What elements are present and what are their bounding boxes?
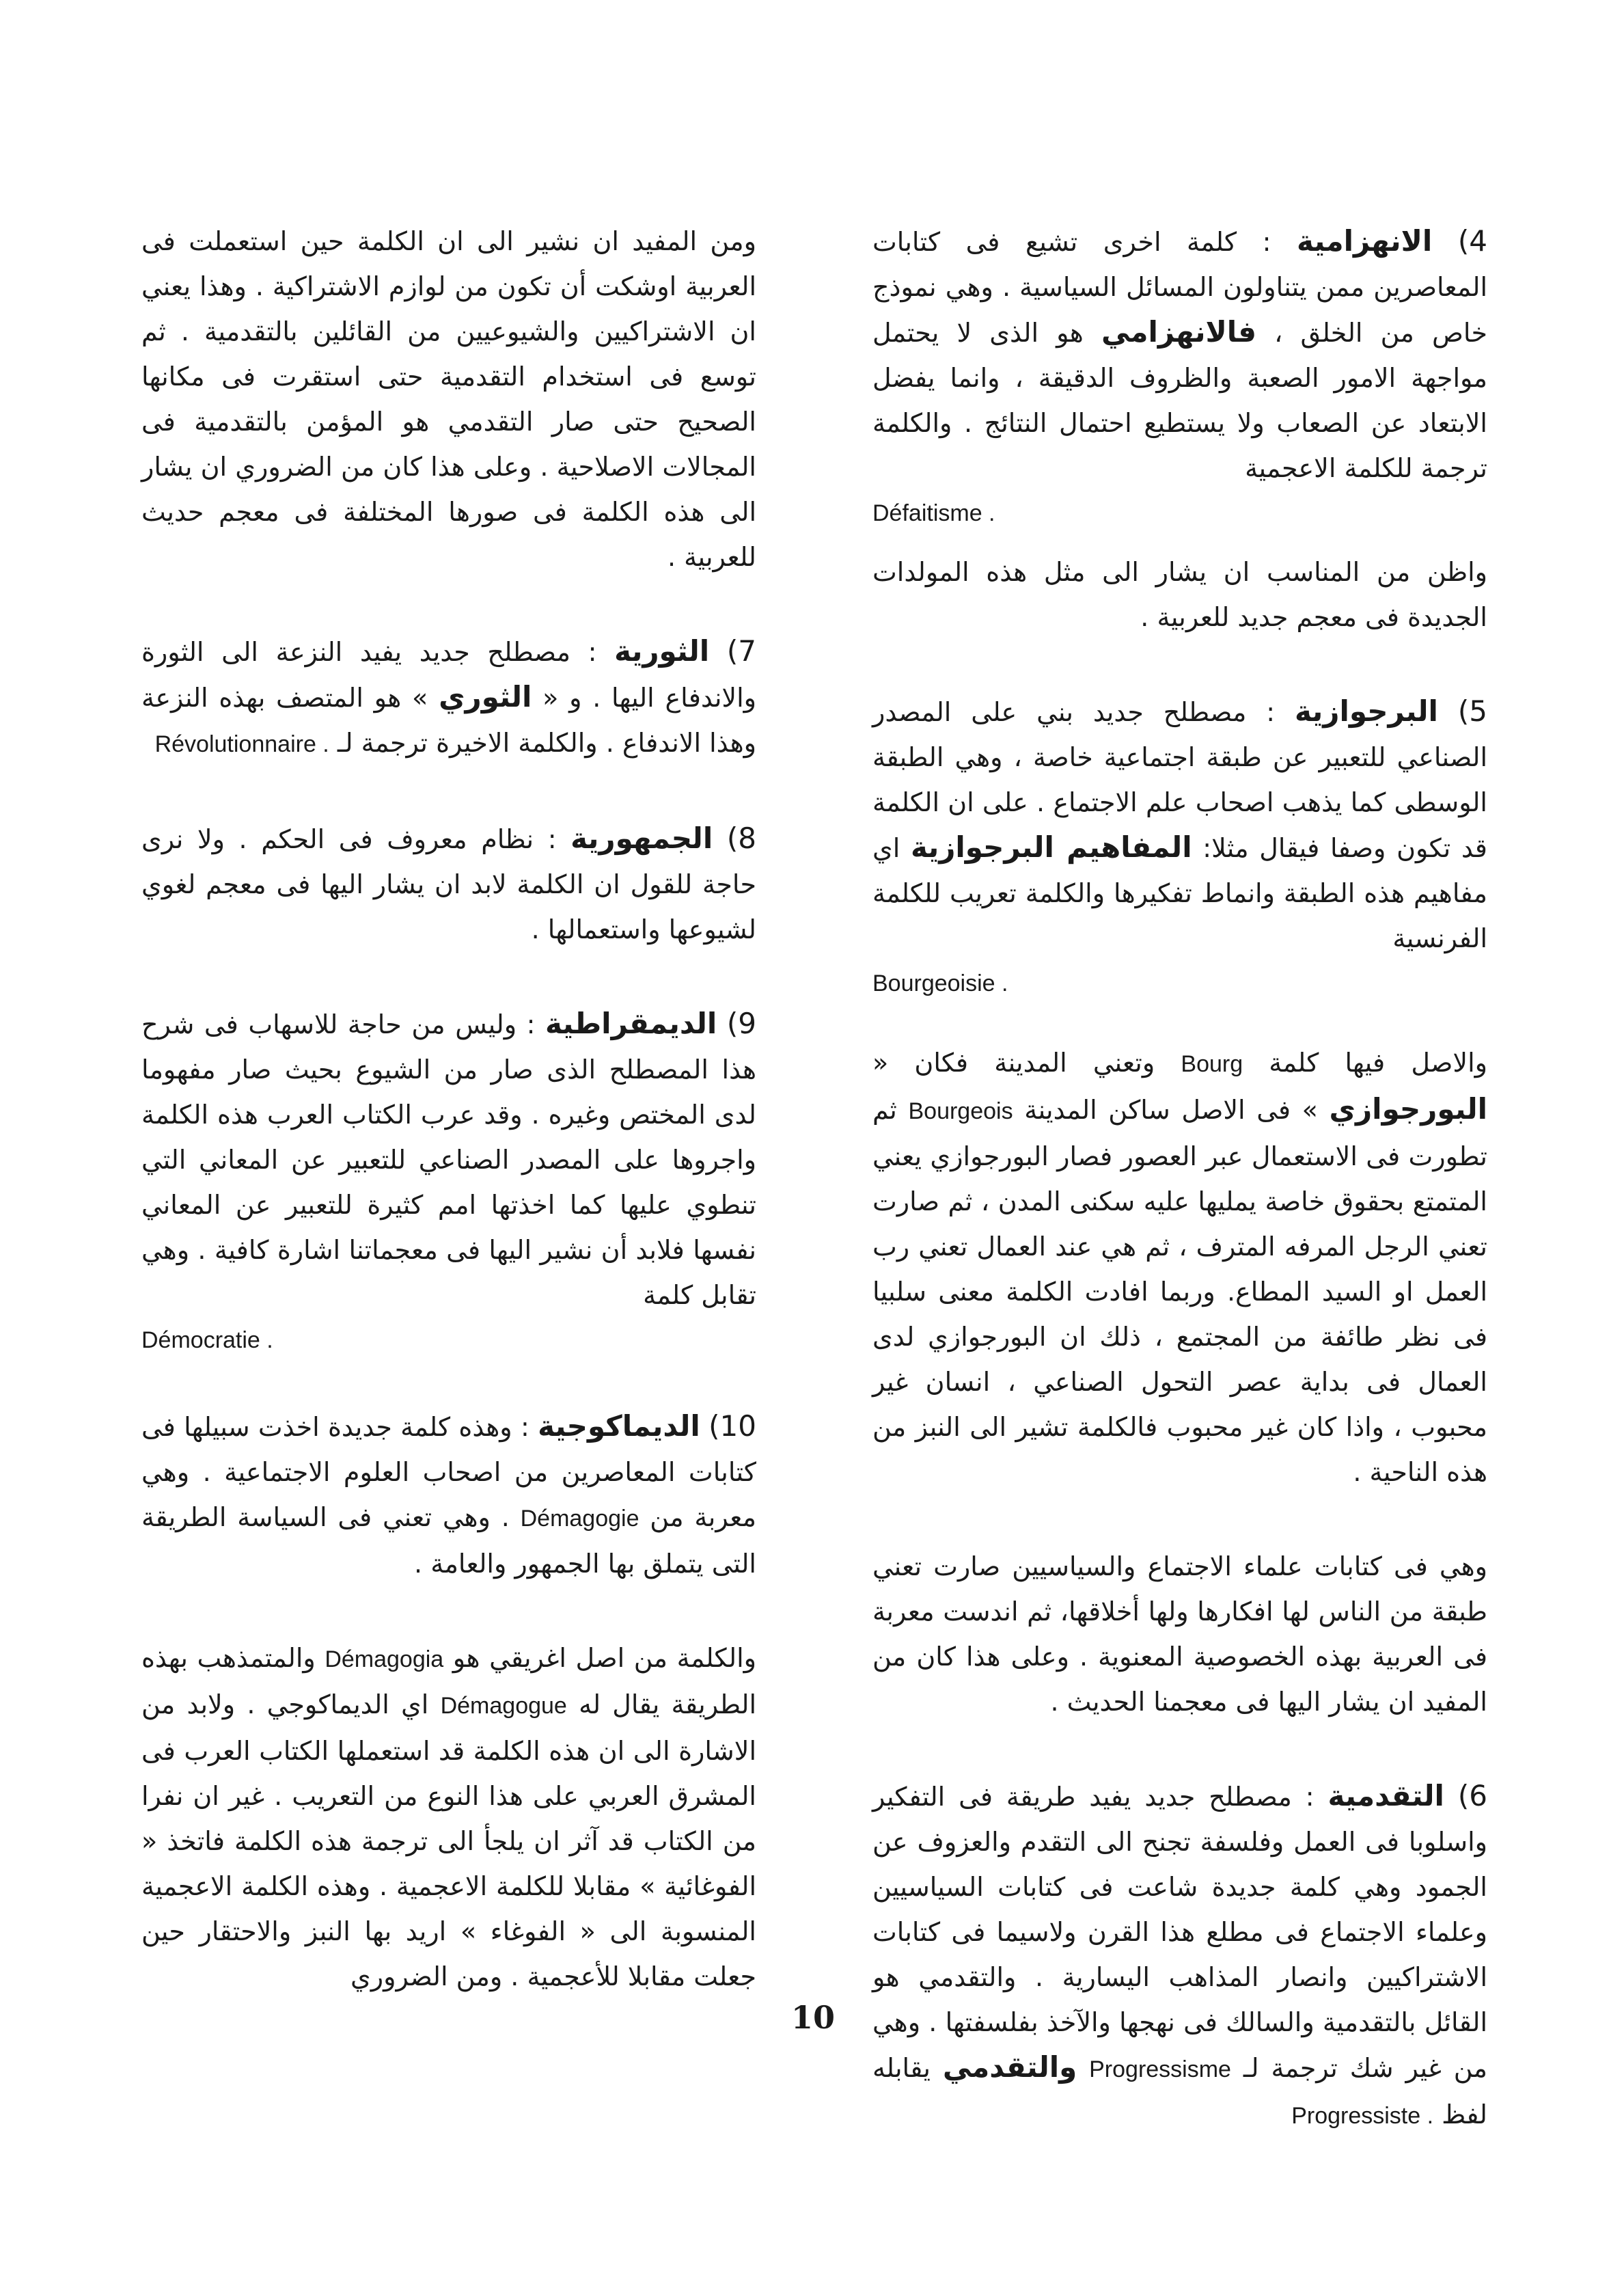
entry-number: 5): [1457, 694, 1487, 728]
paragraph-text: يقابله لفظ: [872, 2053, 1487, 2130]
right-column: [872, 219, 1487, 2188]
latin-term-line: [872, 491, 1487, 536]
latin-term: Démagogue: [440, 1693, 567, 1719]
paragraph-text: والكلمة من اصل اغريقي هو: [443, 1643, 756, 1673]
paragraph-sociologists: [872, 1544, 1487, 1724]
paragraph-progressive-usage: [141, 219, 756, 580]
latin-term: Démagogie: [520, 1506, 639, 1532]
entry-number: 9): [726, 1007, 756, 1040]
paragraph-text: » فى الاصل ساكن المدينة: [1013, 1095, 1330, 1125]
entry-number: 4): [1457, 224, 1487, 258]
paragraph-text: وتعني المدينة فكان «: [872, 1048, 1181, 1078]
entry-term: التقدمية: [1327, 1779, 1444, 1812]
latin-term: Bourgeoisie .: [872, 970, 1008, 996]
entry-term: الديمقراطية: [545, 1007, 717, 1040]
paragraph-text: : مصطلح جديد بني على المصدر الصناعي للتعبير عن طبقة اجتماعية خاصة ، وهي الطبقة الوسطى كما يذهب اصحاب علم الاجتماع . على ان الكلمة قد تكون وصفا فيقال مثلا:: [872, 697, 1487, 863]
entry-number: 7): [726, 634, 756, 668]
paragraph-text: ثم تطورت فى الاستعمال عبر العصور فصار البورجوازي يعني المتمتع بحقوق خاصة يمليها عليه سكنى المدن ، ثم صارت تعني الرجل المرفه المترف ، ثم هي عند العمال تعني رب العمل او السيد المطاع. وربما افادت الكلمة معنى سلبيا فى نظر طائفة من المجتمع ، ذلك ان البورجوازي لدى العمال فى بداية عصر التحول الصناعي ، انسان غير محبوب ، واذا كان غير محبوب فالكلمة تشير الى النبز من هذه الناحية .: [872, 1095, 1487, 1487]
paragraph-text: هو الذى لا يحتمل مواجهة الامور الصعبة والظروف الدقيقة ، وانما يفضل الابتعاد عن الصعاب ولا يستطيع احتمال النتائج . والكلمة ترجمة للكلمة الاعجمية: [872, 318, 1487, 483]
latin-term: Révolutionnaire .: [154, 731, 329, 757]
latin-term: Bourg: [1181, 1051, 1243, 1077]
latin-term: Progressiste .: [1291, 2103, 1434, 2129]
paragraph-text: اي الديماكوجي . ولابد من الاشارة الى ان هذه الكلمة قد استعملها الكتاب العرب فى المشرق العربي على هذا النوع من التعريب . غير ان نفرا من الكتاب قد آثر ان يلجأ الى ترجمة هذه الكلمة فاتخذ « الفوغائية » مقابلا للكلمة الاعجمية . وهذه الكلمة الاعجمية المنسوبة الى « الفوغاء » اريد بها النبز والاحتقار حين جعلت مقابلا للأعجمية . ومن الضروري: [141, 1689, 756, 1991]
paragraph-republic: [141, 816, 756, 952]
paragraph-text: : وهذه كلمة جديدة اخذت سبيلها فى كتابات المعاصرين من اصحاب العلوم الاجتماعية . وهي معربة من: [141, 1412, 756, 1532]
paragraph-text: اي مفاهيم هذه الطبقة وانماط تفكيرها والكلمة تعريب للكلمة الفرنسية: [872, 833, 1487, 953]
entry-term: الثورية: [614, 634, 710, 668]
entry-term: الانهزامية: [1296, 224, 1433, 258]
paragraph-text: واظن من المناسب ان يشار الى مثل هذه المولدات الجديدة فى معجم جديد للعربية .: [872, 557, 1487, 632]
entry-number: 8): [726, 821, 756, 855]
paragraph-text: والمتمذهب بهذه الطريقة يقال له: [141, 1643, 756, 1719]
paragraph-revolutionary: [141, 629, 756, 767]
page-number: 10: [790, 1999, 835, 2036]
latin-term: Démocratie .: [141, 1327, 273, 1353]
inline-term: الثوري: [439, 680, 532, 713]
paragraph-text: : كلمة اخرى تشيع فى كتابات المعاصرين ممن يتناولون المسائل السياسية . وهي نموذج خاص من الخلق ،: [872, 227, 1487, 348]
latin-term: Défaitisme .: [872, 500, 995, 526]
paragraph-demagogue-origin: [141, 1635, 756, 1999]
paragraph-text: : مصطلح جديد يفيد النزعة الى الثورة والاندفاع اليها . و «: [141, 637, 756, 713]
inline-term: المفاهيم البرجوازية: [910, 830, 1192, 864]
entry-term: البرجوازية: [1295, 694, 1438, 728]
paragraph-text: وهي فى كتابات علماء الاجتماع والسياسيين صارت تعني طبقة من الناس لها افكارها ولها أخلاقها، ثم اندست معربة فى العربية بهذه الخصوصية المعنوية . وعلى هذا كان من المفيد ان يشار اليها فى معجمنا الحديث .: [872, 1551, 1487, 1717]
entry-term: الجمهورية: [570, 821, 713, 855]
paragraph-text: ومن المفيد ان نشير الى ان الكلمة حين استعملت فى العربية اوشكت أن تكون من لوازم الاشتراكية . وهذا يعني ان الاشتراكيين والشيوعيين من القائلين بالتقدمية . ثم توسع فى استخدام التقدمية حتى استقرت فى مكانها الصحيح حتى صار التقدمي هو المؤمن بالتقدمية فى المجالات الاصلاحية . وعلى هذا كان من الضروري ان يشار الى هذه الكلمة فى صورها المختلفة فى معجم حديث للعربية .: [141, 226, 756, 572]
paragraph-text: : مصطلح جديد يفيد طريقة فى التفكير واسلوبا فى العمل وفلسفة تجنح الى التقدم والعزوف عن الجمود وهي كلمة جديدة شاعت فى كتابات السياسيين وعلماء الاجتماع فى مطلع هذا القرن ولاسيما فى كتابات الاشتراكيين وانصار المذاهب اليسارية . والتقدمي هو القائل بالتقدمية والسالك فى نهجها والآخذ بفلسفتها . وهي من غير شك ترجمة لـ: [872, 1782, 1487, 2083]
latin-term: Bourgeois: [908, 1098, 1013, 1124]
paragraph-demagogy: [141, 1404, 756, 1586]
entry-number: 6): [1457, 1779, 1487, 1812]
paragraph-defeatism: [872, 219, 1487, 491]
paragraph-text: » هو المتصف بهذه النزعة وهذا الاندفاع . والكلمة الاخيرة ترجمة لـ: [141, 683, 756, 758]
entry-number: 10): [708, 1409, 756, 1443]
paragraph-new-derivations: [872, 549, 1487, 640]
latin-term: Démagogia: [325, 1646, 444, 1672]
latin-term-line: [872, 961, 1487, 1006]
paragraph-democracy: [141, 1001, 756, 1318]
inline-term: البورجوازي: [1329, 1092, 1487, 1126]
paragraph-text: : وليس من حاجة للاسهاب فى شرح هذا المصطلح الذى صار من الشيوع بحيث صار مفهوما لدى المختص وغيره . وقد عرب الكتاب العرب هذه الكلمة واجروها على المصدر الصناعي للتعبير عن المعاني التي تنطوي عليها كما اخذتها امم كثيرة للتعبير عن المعاني نفسها فلابد أن نشير اليها فى معجماتنا اشارة كافية . وهي تقابل كلمة: [141, 1009, 756, 1310]
paragraph-text: والاصل فيها كلمة: [1243, 1048, 1487, 1078]
paragraph-bourgeoisie: [872, 689, 1487, 961]
latin-term: Progressisme: [1089, 2056, 1231, 2082]
paragraph-text: . وهي تعني فى السياسة الطريقة التى يتملق بها الجمهور والعامة .: [141, 1502, 756, 1579]
left-column: [141, 219, 756, 2048]
inline-term: فالانهزامي: [1101, 315, 1257, 349]
paragraph-progressivism: [872, 1773, 1487, 2138]
entry-term: الديماكوجية: [538, 1409, 700, 1443]
inline-term: والتقدمي: [942, 2050, 1077, 2084]
paragraph-bourg-origin: [872, 1040, 1487, 1495]
paragraph-text: : نظام معروف فى الحكم . ولا نرى حاجة للقول ان الكلمة لابد ان يشار اليها فى معجم لغوي لشيوعها واستعمالها .: [141, 824, 756, 944]
latin-term-line: [141, 1318, 756, 1363]
paragraph-text: [1077, 2053, 1089, 2083]
